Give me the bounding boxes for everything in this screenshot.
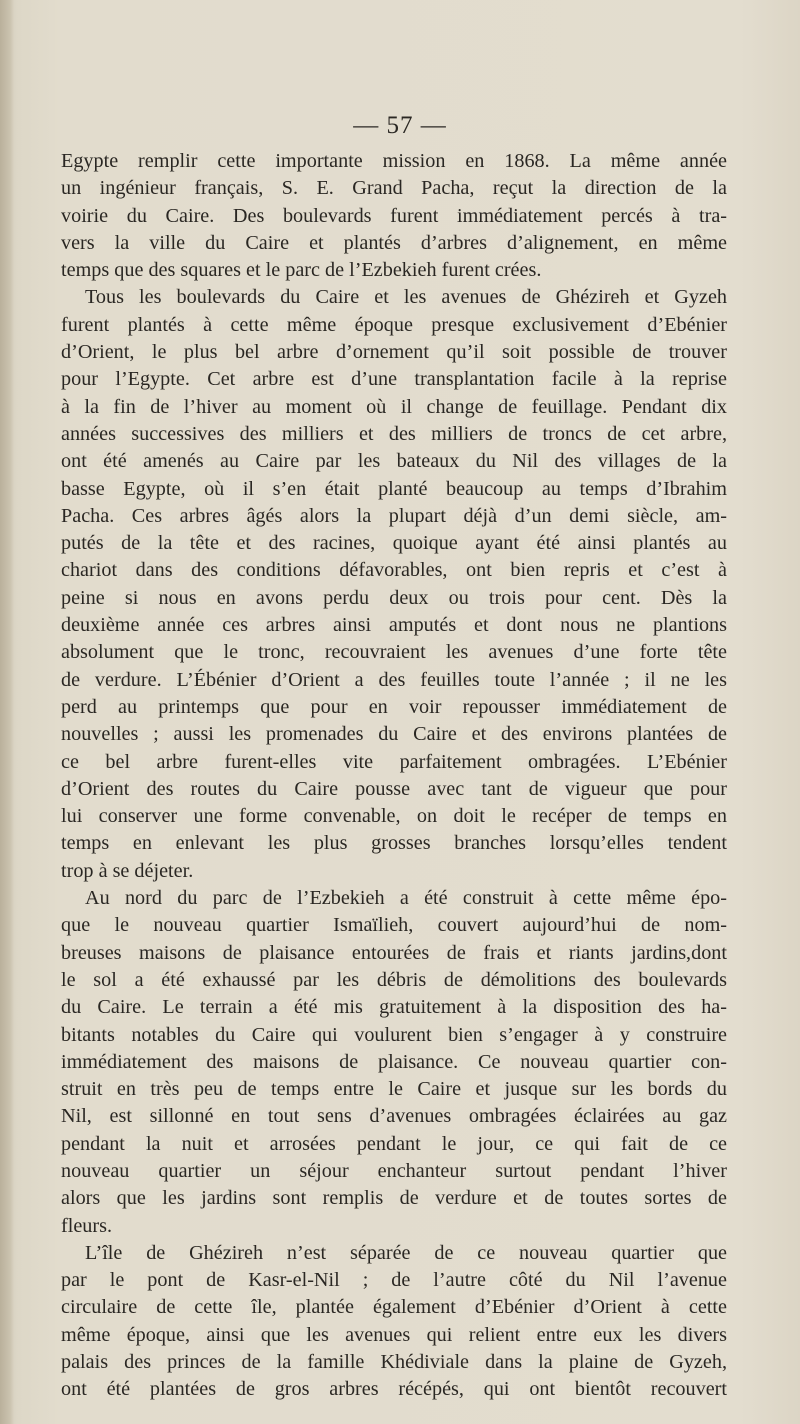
- text-line: deuxième année ces arbres ainsi amputés et dont nous ne plantions: [61, 614, 727, 637]
- text-line: fleurs.: [61, 1214, 113, 1237]
- text-line: ont été plantées de gros arbres récépés, qui ont bientôt recouvert: [61, 1378, 727, 1401]
- text-line: Pacha. Ces arbres âgés alors la plupart déjà d’un demi siècle, am-: [61, 504, 727, 527]
- text-line: ce bel arbre furent-elles vite parfaitement ombragées. L’Ebénier: [61, 750, 727, 773]
- text-line: temps que des squares et le parc de l’Ezbekieh furent crées.: [61, 259, 542, 282]
- text-line: chariot dans des conditions défavorables, ont bien repris et c’est à: [61, 559, 727, 582]
- text-line: Nil, est sillonné en tout sens d’avenues ombragées éclairées au gaz: [61, 1105, 727, 1128]
- text-line: Egypte remplir cette importante mission en 1868. La même année: [61, 150, 727, 172]
- text-line: struit en très peu de temps entre le Caire et jusque sur les bords du: [61, 1078, 727, 1101]
- text-line: pour l’Egypte. Cet arbre est d’une transplantation facile à la reprise: [61, 368, 727, 391]
- text-line: même époque, ainsi que les avenues qui relient entre eux les divers: [61, 1323, 727, 1346]
- text-line: nouvelles ; aussi les promenades du Caire et des environs plantées de: [61, 723, 727, 746]
- text-line: nouveau quartier un séjour enchanteur surtout pendant l’hiver: [61, 1159, 727, 1182]
- text-line: du Caire. Le terrain a été mis gratuitement à la disposition des ha-: [61, 996, 727, 1019]
- text-line: immédiatement des maisons de plaisance. Ce nouveau quartier con-: [61, 1050, 727, 1073]
- text-line: furent plantés à cette même époque presque exclusivement d’Ebénier: [61, 313, 727, 336]
- text-line: trop à se déjeter.: [61, 859, 194, 882]
- text-line: à la fin de l’hiver au moment où il change de feuillage. Pendant dix: [61, 395, 727, 418]
- text-line: circulaire de cette île, plantée également d’Ebénier d’Orient à cette: [61, 1296, 727, 1319]
- text-line: vers la ville du Caire et plantés d’arbres d’alignement, en même: [61, 231, 727, 254]
- body-text: [61, 148, 727, 1404]
- text-line: putés de la tête et des racines, quoique ayant été ainsi plantés au: [61, 532, 727, 555]
- text-line: bitants notables du Caire qui voulurent bien s’engager à y construire: [61, 1023, 727, 1046]
- text-line: peine si nous en avons perdu deux ou trois pour cent. Dès la: [61, 586, 727, 609]
- text-line: temps en enlevant les plus grosses branches lorsqu’elles tendent: [61, 832, 727, 855]
- paragraph-first-line: Tous les boulevards du Caire et les avenues de Ghézireh et Gyzeh: [85, 286, 727, 309]
- text-line: ont été amenés au Caire par les bateaux du Nil des villages de la: [61, 450, 727, 473]
- page-number: — 57 —: [353, 112, 447, 139]
- text-line: breuses maisons de plaisance entourées de frais et riants jardins,dont: [61, 941, 727, 964]
- paragraph-first-line: Au nord du parc de l’Ezbekieh a été construit à cette même épo-: [85, 887, 727, 910]
- text-line: que le nouveau quartier Ismaïlieh, couvert aujourd’hui de nom-: [61, 914, 727, 937]
- text-line: basse Egypte, où il s’en était planté beaucoup au temps d’Ibrahim: [61, 477, 727, 500]
- text-line: par le pont de Kasr-el-Nil ; de l’autre côté du Nil l’avenue: [61, 1269, 727, 1292]
- book-spine-shadow: [0, 0, 14, 1424]
- text-line: d’Orient, le plus bel arbre d’ornement qu’il soit possible de trouver: [61, 341, 727, 364]
- text-line: voirie du Caire. Des boulevards furent immédiatement percés à tra-: [61, 204, 727, 227]
- text-line: perd au printemps que pour en voir repousser immédiatement de: [61, 695, 727, 718]
- text-line: lui conserver une forme convenable, on doit le recéper de temps en: [61, 805, 727, 828]
- text-line: années successives des milliers et des milliers de troncs de cet arbre,: [61, 422, 727, 445]
- text-line: le sol a été exhaussé par les débris de démolitions des boulevards: [61, 968, 727, 991]
- text-line: un ingénieur français, S. E. Grand Pacha, reçut la direction de la: [61, 177, 727, 200]
- paragraph-first-line: L’île de Ghézireh n’est séparée de ce nouveau quartier que: [85, 1241, 727, 1264]
- text-line: de verdure. L’Ébénier d’Orient a des feuilles toute l’année ; il ne les: [61, 668, 727, 691]
- text-line: absolument que le tronc, recouvraient les avenues d’une forte tête: [61, 641, 727, 664]
- text-line: palais des princes de la famille Khédiviale dans la plaine de Gyzeh,: [61, 1351, 727, 1374]
- text-line: alors que les jardins sont remplis de verdure et de toutes sortes de: [61, 1187, 727, 1210]
- text-line: pendant la nuit et arrosées pendant le jour, ce qui fait de ce: [61, 1132, 727, 1155]
- text-line: d’Orient des routes du Caire pousse avec tant de vigueur que pour: [61, 777, 727, 800]
